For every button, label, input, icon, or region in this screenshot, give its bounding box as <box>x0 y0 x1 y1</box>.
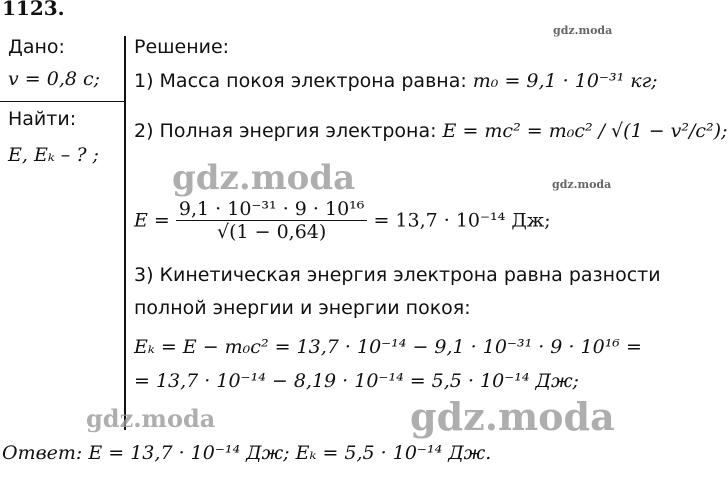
step1-formula: m₀ = 9,1 · 10⁻³¹ кг; <box>472 70 658 92</box>
find-quantities: E, Eₖ – ? ; <box>8 144 99 166</box>
given-title: Дано: <box>8 36 65 58</box>
energy-calc-lhs: E = <box>134 209 170 232</box>
watermark-small-top: gdz.moda <box>553 24 613 37</box>
energy-calc-result: = 13,7 · 10⁻¹⁴ Дж; <box>373 209 551 232</box>
problem-number-text: 1123 <box>2 0 58 20</box>
find-title: Найти: <box>8 108 77 130</box>
given-velocity-text: v = 0,8 c; <box>8 68 101 90</box>
step1-text: 1) Масса покоя электрона равна: <box>134 70 467 92</box>
given-divider-horizontal <box>0 101 126 102</box>
watermark-small-mid: gdz.moda <box>552 178 612 191</box>
problem-number: 1123. <box>2 0 65 20</box>
step2-text: 2) Полная энергия электрона: <box>134 120 437 142</box>
kinetic-energy-line2: = 13,7 · 10⁻¹⁴ − 8,19 · 10⁻¹⁴ = 5,5 · 10⁻¹⁴ Дж; <box>134 370 579 392</box>
step2 <box>134 120 728 142</box>
step1 <box>134 70 658 92</box>
energy-fraction <box>176 198 368 243</box>
kinetic-energy-line1: Eₖ = E − m₀c² = 13,7 · 10⁻¹⁴ − 9,1 · 10⁻³¹ · 9 · 10¹⁶ = <box>134 336 642 358</box>
step2-formula: E = mc² = m₀c² / √(1 − v²/c²); <box>442 120 728 142</box>
step3-line1: 3) Кинетическая энергия электрона равна разности <box>134 264 661 286</box>
solution-title: Решение: <box>134 36 230 58</box>
energy-fraction-denominator: √(1 − 0,64) <box>216 221 327 243</box>
watermark-bottom-right: gdz.moda <box>410 394 615 439</box>
step3-line2: полной энергии и энергии покоя: <box>134 297 471 319</box>
watermark-center: gdz.moda <box>172 158 356 198</box>
answer-text: Ответ: E = 13,7 · 10⁻¹⁴ Дж; Eₖ = 5,5 · 10⁻¹⁴ Дж. <box>2 442 492 464</box>
energy-calc <box>134 198 551 243</box>
given-divider-vertical <box>124 36 126 430</box>
answer <box>2 442 491 464</box>
given-velocity <box>8 68 100 90</box>
energy-fraction-numerator: 9,1 · 10⁻³¹ · 9 · 10¹⁶ <box>176 198 368 221</box>
watermark-bottom-left: gdz.moda <box>86 404 216 433</box>
